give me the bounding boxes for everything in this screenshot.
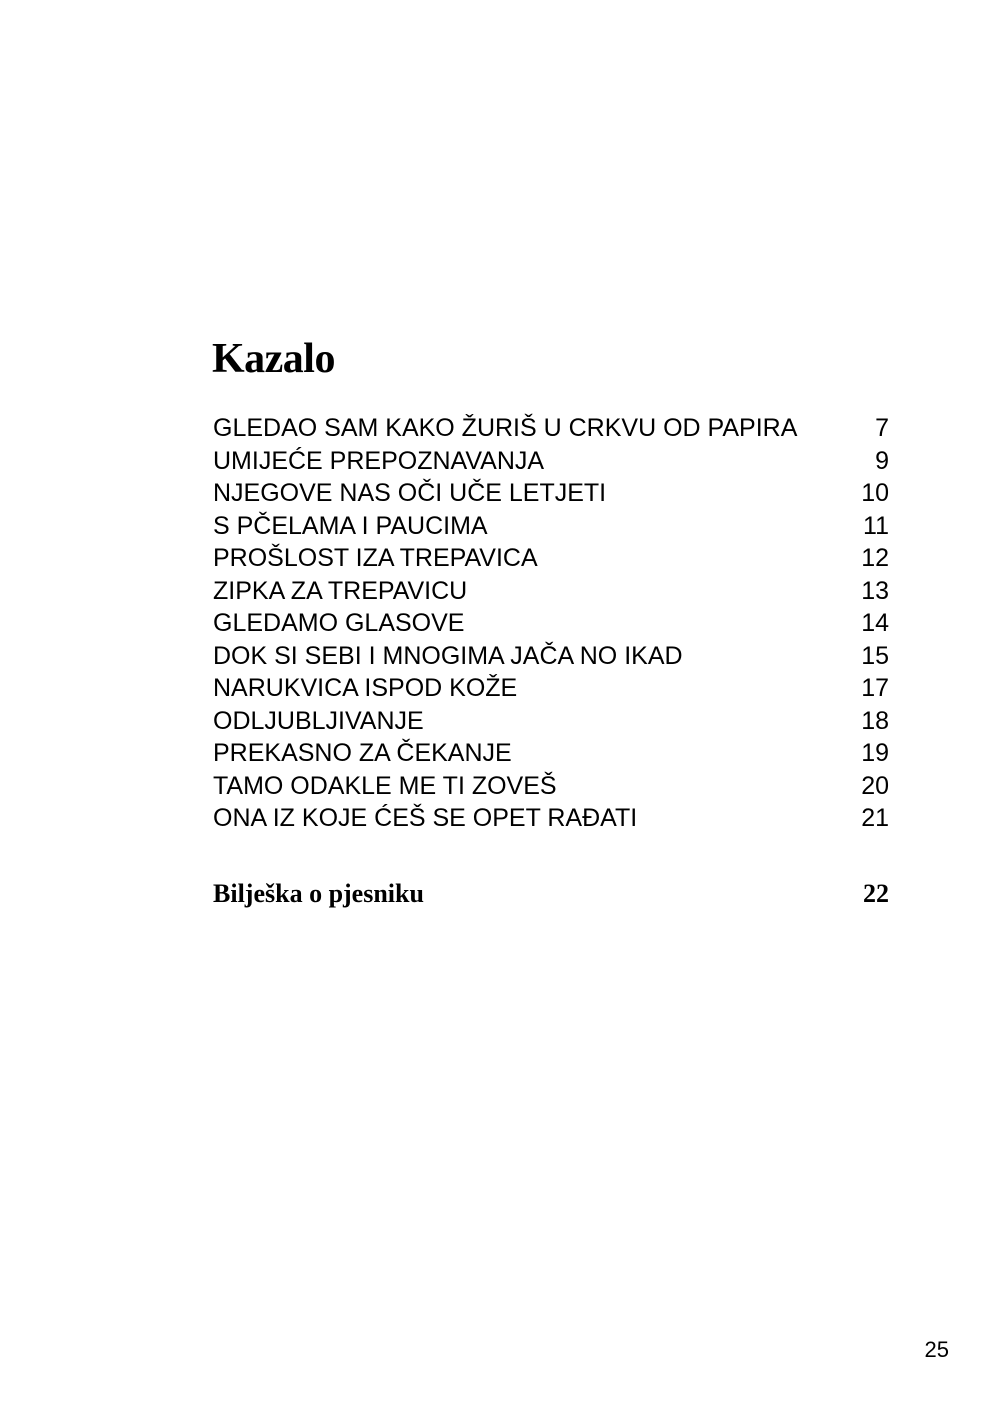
- author-note-page: 22: [863, 879, 889, 908]
- toc-entry: [213, 770, 889, 803]
- toc-entry-page: 18: [861, 706, 889, 735]
- toc-entry-page: 17: [861, 674, 889, 702]
- toc-entry-page: 12: [861, 544, 889, 572]
- toc-entry-title: ODLJUBLJIVANJE: [213, 706, 424, 735]
- toc-entry: [213, 445, 889, 478]
- toc-entry-page: 9: [875, 446, 889, 475]
- toc-entry-page: 11: [863, 511, 889, 540]
- toc-entry-title: ONA IZ KOJE ĆEŠ SE OPET RAĐATI: [213, 804, 638, 832]
- toc-entry-title: PROŠLOST IZA TREPAVICA: [213, 544, 538, 572]
- page-number: 25: [924, 1337, 949, 1362]
- toc-entry-title: GLEDAO SAM KAKO ŽURIŠ U CRKVU OD PAPIRA: [213, 414, 798, 442]
- toc-entry-title: ZIPKA ZA TREPAVICU: [213, 576, 468, 605]
- toc-entry-page: 20: [861, 771, 889, 800]
- page-title: Kazalo: [212, 336, 335, 382]
- toc-entry: [213, 510, 889, 543]
- toc-entry-title: NARUKVICA ISPOD KOŽE: [213, 674, 518, 702]
- toc-entry-title: DOK SI SEBI I MNOGIMA JAČA NO IKAD: [213, 641, 683, 670]
- toc-entry: [213, 477, 889, 510]
- toc-entry-title: UMIJEĆE PREPOZNAVANJA: [213, 446, 545, 475]
- toc-entry: [213, 412, 889, 445]
- author-note-title: Bilješka o pjesniku: [213, 879, 424, 908]
- toc-entry-page: 14: [861, 609, 889, 637]
- toc-entry-title: S PČELAMA I PAUCIMA: [213, 511, 488, 540]
- toc-entry-title: NJEGOVE NAS OČI UČE LETJETI: [213, 479, 607, 507]
- toc-entry-page: 15: [861, 641, 889, 670]
- toc-entry-page: 21: [861, 804, 889, 832]
- toc-entry-title: TAMO ODAKLE ME TI ZOVEŠ: [213, 771, 557, 800]
- toc-entry-page: 13: [861, 576, 889, 605]
- toc-entry: [213, 607, 889, 640]
- toc-entry-title: GLEDAMO GLASOVE: [213, 609, 465, 637]
- table-of-contents: [213, 412, 889, 835]
- toc-entry: [213, 542, 889, 575]
- toc-entry: [213, 802, 889, 835]
- toc-entry-page: 7: [875, 414, 889, 442]
- toc-entry-page: 10: [861, 479, 889, 507]
- toc-entry-title: PREKASNO ZA ČEKANJE: [213, 739, 512, 767]
- toc-entry: [213, 575, 889, 608]
- toc-entry: [213, 705, 889, 738]
- toc-entry: [213, 640, 889, 673]
- toc-entry: [213, 672, 889, 705]
- author-note-entry: [213, 877, 889, 911]
- toc-entry-page: 19: [861, 739, 889, 767]
- toc-entry: [213, 737, 889, 770]
